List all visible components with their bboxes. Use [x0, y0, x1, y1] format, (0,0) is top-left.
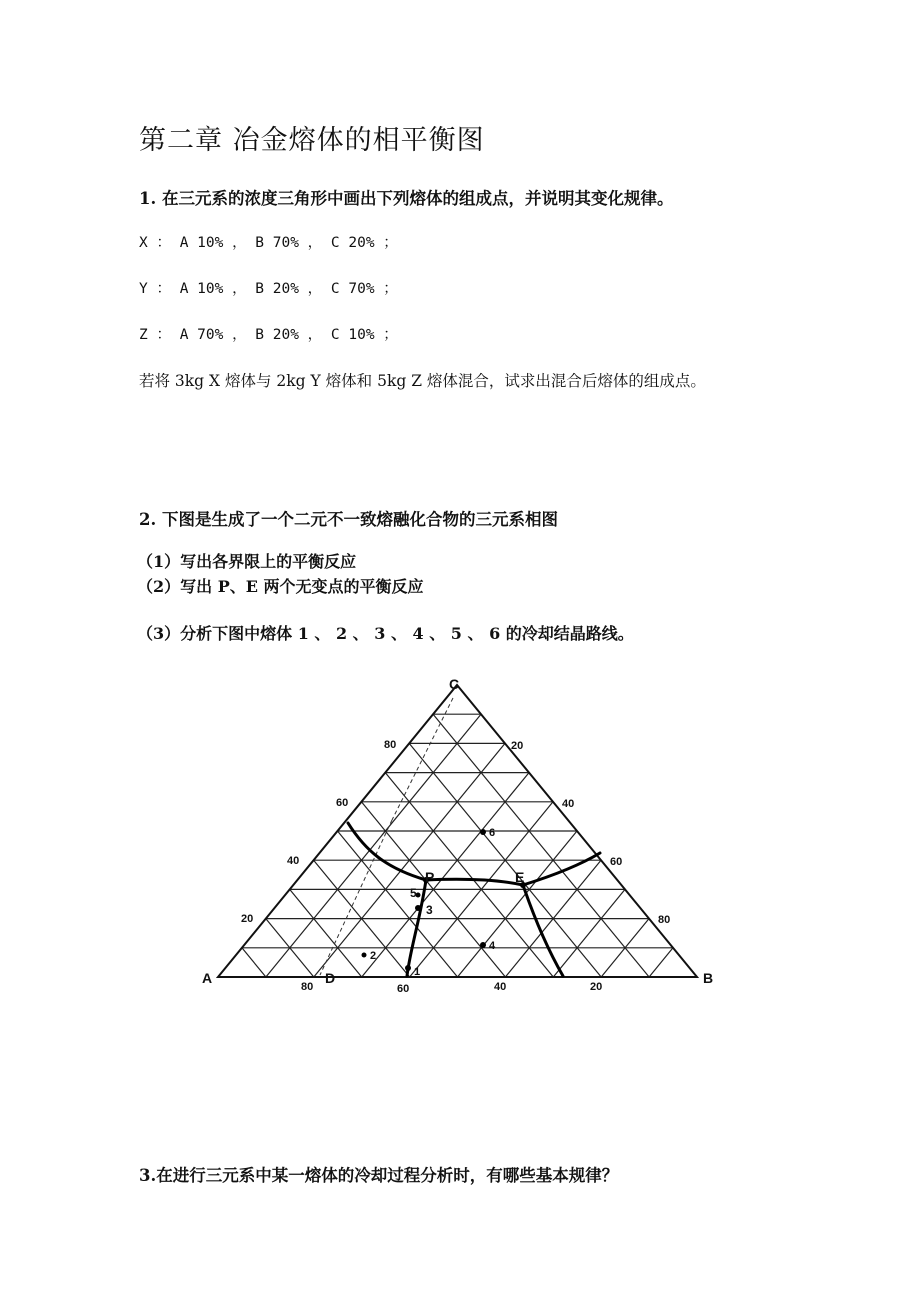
bottom-tick-40: 40 — [494, 981, 507, 993]
composition-y: Y ： A 10% ， B 20% ， C 70% ； — [139, 281, 398, 297]
bottom-tick-80: 80 — [301, 981, 314, 993]
grid-line-left — [290, 889, 362, 977]
left-tick-20: 20 — [241, 913, 254, 925]
melt-label-3: 3 — [426, 903, 433, 917]
right-tick-40: 40 — [562, 798, 575, 810]
right-tick-80: 80 — [658, 914, 671, 926]
melt-point-4 — [480, 942, 486, 948]
melt-label-5: 5 — [410, 886, 417, 900]
compound-d-label: D — [325, 970, 336, 986]
boundary-curve-upper-right — [523, 853, 600, 885]
ternary-grid — [242, 714, 673, 977]
bottom-tick-20: 20 — [590, 981, 603, 993]
grid-line-left — [242, 948, 266, 977]
melt-label-1: 1 — [414, 966, 421, 978]
grid-line-right — [649, 948, 673, 977]
question-1: 1. 在三元系的浓度三角形中画出下列熔体的组成点，并说明其变化规律。 — [139, 189, 674, 208]
sub-question-2: （2）写出 P、E 两个无变点的平衡反应 — [137, 577, 424, 596]
vertex-c-label: C — [449, 676, 460, 692]
grid-line-right — [266, 714, 481, 977]
composition-z: Z ： A 70% ， B 20% ， C 10% ； — [139, 327, 398, 343]
mixing-question: 若将 3kg X 熔体与 2kg Y 熔体和 5kg Z 熔体混合，试求出混合后熔体的组成点。 — [139, 372, 706, 390]
invariant-e-label: E — [515, 869, 525, 885]
grid-line-left — [338, 831, 458, 977]
melt-point-6 — [480, 829, 486, 835]
grid-line-right — [553, 889, 625, 977]
question-3: 3.在进行三元系中某一熔体的冷却过程分析时，有哪些基本规律？ — [139, 1166, 619, 1185]
sub-question-1: （1）写出各界限上的平衡反应 — [137, 552, 357, 571]
invariant-p-label: P — [425, 869, 435, 885]
left-tick-60: 60 — [336, 797, 349, 809]
melt-label-6: 6 — [489, 827, 496, 839]
vertex-a-label: A — [202, 970, 213, 986]
boundary-curve-p-e — [426, 879, 523, 885]
grid-line-left — [433, 714, 649, 977]
right-tick-20: 20 — [511, 740, 524, 752]
melt-label-2: 2 — [370, 950, 377, 962]
melt-label-4: 4 — [489, 940, 496, 952]
boundary-curves — [348, 823, 600, 976]
grid-line-right — [458, 831, 578, 977]
left-tick-40: 40 — [287, 855, 300, 867]
melt-point-2 — [362, 953, 367, 958]
vertex-b-label: B — [703, 970, 714, 986]
melt-points — [362, 829, 527, 971]
composition-x: X ： A 10% ， B 70% ， C 20% ； — [139, 235, 398, 251]
sub-question-3: （3）分析下图中熔体 1 、 2 、 3 、 4 、 5 、 6 的冷却结晶路线。 — [137, 624, 634, 643]
question-2: 2. 下图是生成了一个二元不一致熔融化合物的三元系相图 — [139, 510, 558, 529]
right-tick-60: 60 — [610, 856, 623, 868]
left-tick-80: 80 — [384, 739, 397, 751]
bottom-tick-60: 60 — [397, 983, 410, 995]
grid-line-right — [362, 773, 529, 977]
melt-point-1 — [405, 965, 411, 971]
melt-point-3 — [415, 905, 421, 911]
chapter-title: 第二章 冶金熔体的相平衡图 — [139, 125, 485, 156]
